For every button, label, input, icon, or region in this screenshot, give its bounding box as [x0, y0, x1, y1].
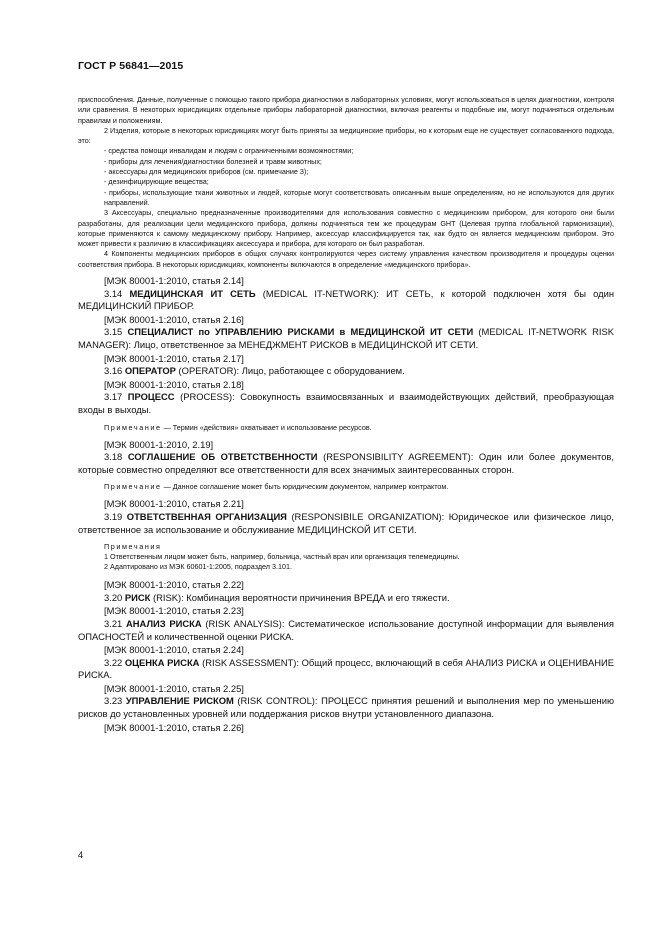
note-2-item: - аксессуары для медицинских приборов (см. примечание 3);	[104, 167, 614, 177]
term-title: СПЕЦИАЛИСТ по УПРАВЛЕНИЮ РИСКАМИ в МЕДИЦИНСКОЙ ИТ СЕТИ	[127, 326, 474, 338]
term-title: ОПЕРАТОР	[124, 365, 176, 377]
note-item: 1 Ответственным лицом может быть, например, больница, частный врач или организация телемедицины.	[104, 552, 460, 562]
definitions-block	[78, 275, 614, 734]
reference: [МЭК 80001-1:2010, статья 2.23]	[104, 605, 244, 617]
document-header: ГОСТ Р 56841—2015	[78, 60, 184, 72]
note-4: 4 Компоненты медицинских приборов в общих случаях контролируются через систему управления качеством производителя и процедуры оценки соответствия прибора. В некоторых юрисдикциях, компоненты включаются в определение «медицинского прибора».	[78, 249, 614, 269]
reference: [МЭК 80001-1:2010, статья 2.17]	[104, 352, 244, 364]
term-title: АНАЛИЗ РИСКА	[126, 617, 202, 629]
term-title: УПРАВЛЕНИЕ РИСКОМ	[125, 695, 234, 707]
term-title: ОТВЕТСТВЕННАЯ ОРГАНИЗАЦИЯ	[126, 510, 287, 522]
note-2-item: - приборы, использующие ткани животных и людей, которые могут соответствовать описанным выше определениям, но не используются для других направлений.	[104, 188, 614, 209]
term-title: МЕДИЦИНСКАЯ ИТ СЕТЬ	[129, 287, 256, 299]
term-3-19: 3.19 ОТВЕТСТВЕННАЯ ОРГАНИЗАЦИЯ (RESPONSIBILE ORGANIZATION): Юридическое или физическое лицо, ответственное за использование и обслуживание МЕДИЦИНСКОЙ ИТ СЕТИ.	[78, 510, 614, 535]
reference: [МЭК 80001-1:2010, статья 2.25]	[104, 682, 244, 694]
term-3-20: 3.20 РИСК (RISK): Комбинация вероятности причинения ВРЕДА и его тяжести.	[104, 591, 450, 603]
reference: [МЭК 80001-1:2010, 2.19]	[104, 438, 214, 450]
note-2-item: - дезинфицирующие вещества;	[104, 177, 614, 187]
term-3-15: 3.15 СПЕЦИАЛИСТ по УПРАВЛЕНИЮ РИСКАМИ в МЕДИЦИНСКОЙ ИТ СЕТИ (MEDICAL IT-NETWORK RISK MANAGER): Лицо, ответственное за МЕНЕДЖМЕНТ РИСКОВ в МЕДИЦИНСКОЙ ИТ СЕТИ.	[78, 326, 615, 351]
term-3-16: 3.16 ОПЕРАТОР (OPERATOR): Лицо, работающее с оборудованием.	[104, 365, 405, 377]
reference: [МЭК 80001-1:2010, статья 2.21]	[104, 498, 244, 510]
document-page	[78, 60, 614, 734]
note-item: 2 Адаптировано из МЭК 60601-1:2005, подраздел 3.101.	[104, 562, 292, 572]
term-title: РИСК	[124, 591, 151, 603]
notes-block	[78, 95, 614, 270]
note-3: 3 Аксессуары, специально предназначенные производителями для использования совместно с медицинским прибором, для которого они были разработаны, для реализации цели медицинского прибора, должны подчиняться тем же процедурам GHT (Целевая группа глобальной гармонизации), которые применяются к самому медицинскому прибору. Например, аксессуар классифицируется так, как будто он является медицинским прибором. Это может привести к различию в классификациях аксессуара и прибора, для которого он был разработан.	[78, 208, 614, 249]
term-3-17: 3.17 ПРОЦЕСС (PROCESS): Совокупность взаимосвязанных и взаимодействующих действий, преобразующая входы в выходы.	[78, 391, 614, 415]
term-3-23: 3.23 УПРАВЛЕНИЕ РИСКОМ (RISK CONTROL): ПРОЦЕСС принятия решений и выполнения мер по уменьшению рисков до установленных уровней или поддержания рисков внутри установленного диапазона.	[78, 695, 614, 720]
note-2-intro: 2 Изделия, которые в некоторых юрисдикциях могут быть приняты за медицинские приборы, но к которым еще не существует согласованного подхода, это:	[78, 125, 614, 146]
term-3-22: 3.22 ОЦЕНКА РИСКА (RISK ASSESSMENT): Общий процесс, включающий в себя АНАЛИЗ РИСКА и ОЦЕНИВАНИЕ РИСКА.	[78, 656, 615, 681]
notes-title: Примечания	[104, 542, 162, 552]
intro-continuation: приспособления. Данные, полученные с помощью такого прибора диагностики в лабораторных условиях, могут использоваться в целях диагностики, контроля или сравнения. В некоторых юрисдикциях отдельные приборы лабораторной диагностики, включая реагенты и подобные им, могут подчиняться отдельным правилам и положениям.	[78, 95, 614, 125]
reference: [МЭК 80001-1:2010, статья 2.18]	[104, 378, 244, 390]
reference: [МЭК 80001-1:2010, статья 2.26]	[104, 721, 244, 733]
note: Примечание — Термин «действия» охватывает и использование ресурсов.	[104, 422, 372, 432]
reference: [МЭК 80001-1:2010, статья 2.16]	[104, 313, 244, 325]
term-3-21: 3.21 АНАЛИЗ РИСКА (RISK ANALYSIS): Систематическое использование доступной информации для выявления ОПАСНОСТЕЙ и количественной оценки РИСКА.	[78, 617, 614, 642]
note-2-item: - приборы для лечения/диагностики болезней и травм животных;	[104, 157, 614, 167]
reference: [МЭК 80001-1:2010, статья 2.24]	[104, 644, 244, 656]
note: Примечание — Данное соглашение может быть юридическим документом, например контрактом.	[104, 482, 449, 492]
term-3-14: 3.14 МЕДИЦИНСКАЯ ИТ СЕТЬ (MEDICAL IT-NETWORK): ИТ СЕТЬ, к которой подключен хотя бы один МЕДИЦИНСКИЙ ПРИБОР.	[78, 287, 615, 312]
note-2-item: - средства помощи инвалидам и людям с ограниченными возможностями;	[104, 146, 614, 156]
term-3-18: 3.18 СОГЛАШЕНИЕ ОБ ОТВЕТСТВЕННОСТИ (RESPONSIBILITY AGREEMENT): Один или более документов, которые совместно определяют все ответственности для всех значимых заинтересованных сторон.	[78, 451, 615, 475]
term-title: ОЦЕНКА РИСКА	[124, 656, 200, 668]
reference: [МЭК 80001-1:2010, статья 2.22]	[104, 579, 244, 591]
reference: [МЭК 80001-1:2010, статья 2.14]	[104, 275, 244, 287]
term-title: СОГЛАШЕНИЕ ОБ ОТВЕТСТВЕННОСТИ	[127, 451, 318, 463]
page-number: 4	[78, 850, 84, 860]
term-title: ПРОЦЕСС	[127, 391, 175, 403]
